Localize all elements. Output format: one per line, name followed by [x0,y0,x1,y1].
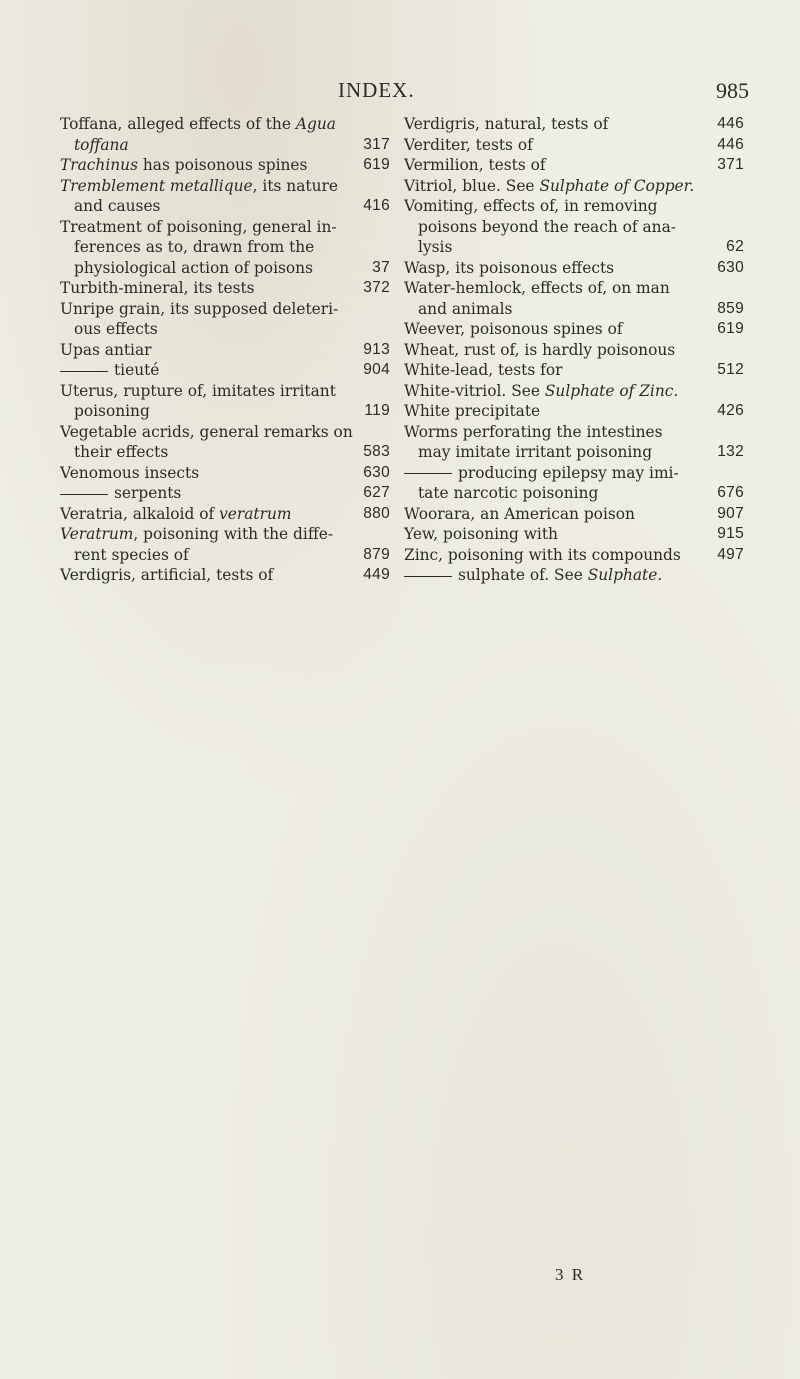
index-entry-continuation: ous effects [74,320,158,338]
index-entry-heading: Unripe grain, its supposed deleteri- [60,299,339,318]
index-entry [404,463,744,504]
index-entry-heading: Wasp, its poisonous effects 630 [404,258,744,277]
index-entry-heading: Trachinus has poisonous spines 619 [60,156,390,174]
index-entry [404,114,744,135]
index-page-ref: 371 [717,156,744,173]
index-page-ref: 627 [363,484,390,501]
index-entry [60,299,390,340]
index-entry-heading: Vermilion, tests of 371 [404,156,744,174]
index-page-ref: 512 [717,361,744,378]
index-entry [60,565,390,586]
index-entry-continuation: rent species of 879 [74,545,390,564]
index-entry-heading: serpents 627 [60,483,390,504]
index-entry [60,360,390,381]
index-entry [404,196,744,258]
signature-mark: 3 R [555,1265,586,1284]
index-entry-heading: Verditer, tests of 446 [404,135,744,154]
index-entry-heading: Wheat, rust of, is hardly poisonous [404,340,676,359]
index-entry [404,422,744,463]
index-entry-heading: sulphate of. See Sulphate. [404,565,744,586]
index-entry [404,340,744,361]
index-entry [404,258,744,279]
index-entry-continuation: and causes 416 [74,197,390,215]
index-entry-heading: Vitriol, blue. See Sulphate of Copper. [404,176,695,195]
index-entry-heading: Veratria, alkaloid of veratrum 880 [60,504,390,523]
repeat-dash [60,494,108,495]
index-entry-heading: tieuté 904 [60,360,390,381]
index-entry-heading: White-vitriol. See Sulphate of Zinc. [404,381,679,400]
index-entry [60,381,390,422]
index-page-ref: 619 [717,320,744,337]
index-entry [60,483,390,504]
index-page-ref: 915 [717,525,744,542]
index-page-ref: 630 [363,463,390,481]
index-entry-heading: Vomiting, effects of, in removing [404,197,658,215]
index-page-ref: 119 [364,402,390,419]
index-page-ref: 446 [717,135,744,153]
index-page-ref: 497 [717,545,744,563]
running-title: INDEX. [338,78,415,102]
index-entry-heading: Turbith-mineral, its tests 372 [60,279,390,297]
index-entry [60,504,390,525]
index-entry-heading: Water-hemlock, effects of, on man [404,279,670,297]
index-entry [404,155,744,176]
index-entry-heading: Weever, poisonous spines of 619 [404,320,744,338]
index-entry-heading: Upas antiar 913 [60,340,390,359]
index-page-ref: 907 [717,504,744,522]
index-entry [404,278,744,319]
index-page-ref: 62 [726,238,744,255]
index-page-ref: 676 [717,484,744,501]
index-page-ref: 426 [717,402,744,419]
index-entry-continuation: their effects 583 [74,443,390,461]
index-column-left [60,114,390,586]
index-entry [404,401,744,422]
repeat-dash [404,473,452,474]
index-page-ref: 913 [363,340,390,358]
index-entry-continuation: lysis 62 [418,238,744,256]
index-entry-heading: Verdigris, natural, tests of 446 [404,115,744,133]
repeat-dash [60,371,108,372]
repeat-dash [404,576,452,577]
index-entry-continuation: may imitate irritant poisoning 132 [418,443,744,461]
index-entry-heading: Worms perforating the intestines [404,422,663,441]
index-entry [60,340,390,361]
index-page-ref: 446 [717,115,744,132]
index-entry-heading: Veratrum, poisoning with the diffe- [60,525,334,543]
index-entry [404,545,744,566]
index-entry-heading: White-lead, tests for 512 [404,361,744,379]
index-page-ref: 372 [363,279,390,296]
index-entry-heading: Zinc, poisoning with its compounds 497 [404,545,744,564]
index-entry-continuation: ferences as to, drawn from the [74,238,315,256]
index-page-ref: 37 [372,258,390,276]
index-entry [404,176,744,197]
index-entry-heading: Yew, poisoning with 915 [404,525,744,543]
index-entry-continuation: poisons beyond the reach of ana- [418,217,676,236]
index-page-ref: 619 [363,156,390,173]
index-entry [404,524,744,545]
index-entry [404,381,744,402]
index-entry-heading: Vegetable acrids, general remarks on [60,422,353,441]
index-column-right [404,114,744,586]
index-entry [404,319,744,340]
index-entry [60,524,390,565]
index-entry-heading: producing epilepsy may imi- [404,463,744,484]
index-page-ref: 132 [717,443,744,460]
index-entry-heading: Tremblement metallique, its nature [60,176,338,195]
index-page-ref: 859 [717,299,744,317]
index-page-ref: 630 [717,258,744,276]
index-entry [404,360,744,381]
index-page-ref: 317 [363,135,390,153]
index-entry [60,114,390,155]
index-entry-heading: Treatment of poisoning, general in- [60,217,337,236]
running-head [0,78,800,108]
index-entry [60,278,390,299]
index-entry-continuation: toffana 317 [74,135,390,154]
index-entry-continuation: physiological action of poisons 37 [74,258,390,277]
index-page-ref: 416 [363,197,390,214]
index-entry-heading: Uterus, rupture of, imitates irritant [60,381,336,400]
index-entry-continuation: poisoning 119 [74,402,390,420]
index-entry [60,463,390,484]
index-page-ref: 449 [363,566,390,583]
index-entry [404,504,744,525]
index-entry [404,135,744,156]
page-number: 985 [716,78,749,103]
index-entry [60,422,390,463]
index-entry [60,155,390,176]
index-page-ref: 904 [363,361,390,378]
index-entry-continuation: and animals 859 [418,299,744,318]
index-entry-heading: Verdigris, artificial, tests of 449 [60,566,390,584]
index-entry [60,217,390,279]
index-entry-heading: White precipitate 426 [404,402,744,420]
index-page-ref: 880 [363,504,390,522]
index-entry [60,176,390,217]
index-entry [404,565,744,586]
index-entry-heading: Toffana, alleged effects of the Agua [60,115,336,133]
index-entry-continuation: tate narcotic poisoning 676 [418,484,744,502]
index-page-ref: 583 [363,443,390,460]
index-page-ref: 879 [363,545,390,563]
index-entry-heading: Venomous insects 630 [60,463,390,482]
index-entry-heading: Woorara, an American poison 907 [404,504,744,523]
